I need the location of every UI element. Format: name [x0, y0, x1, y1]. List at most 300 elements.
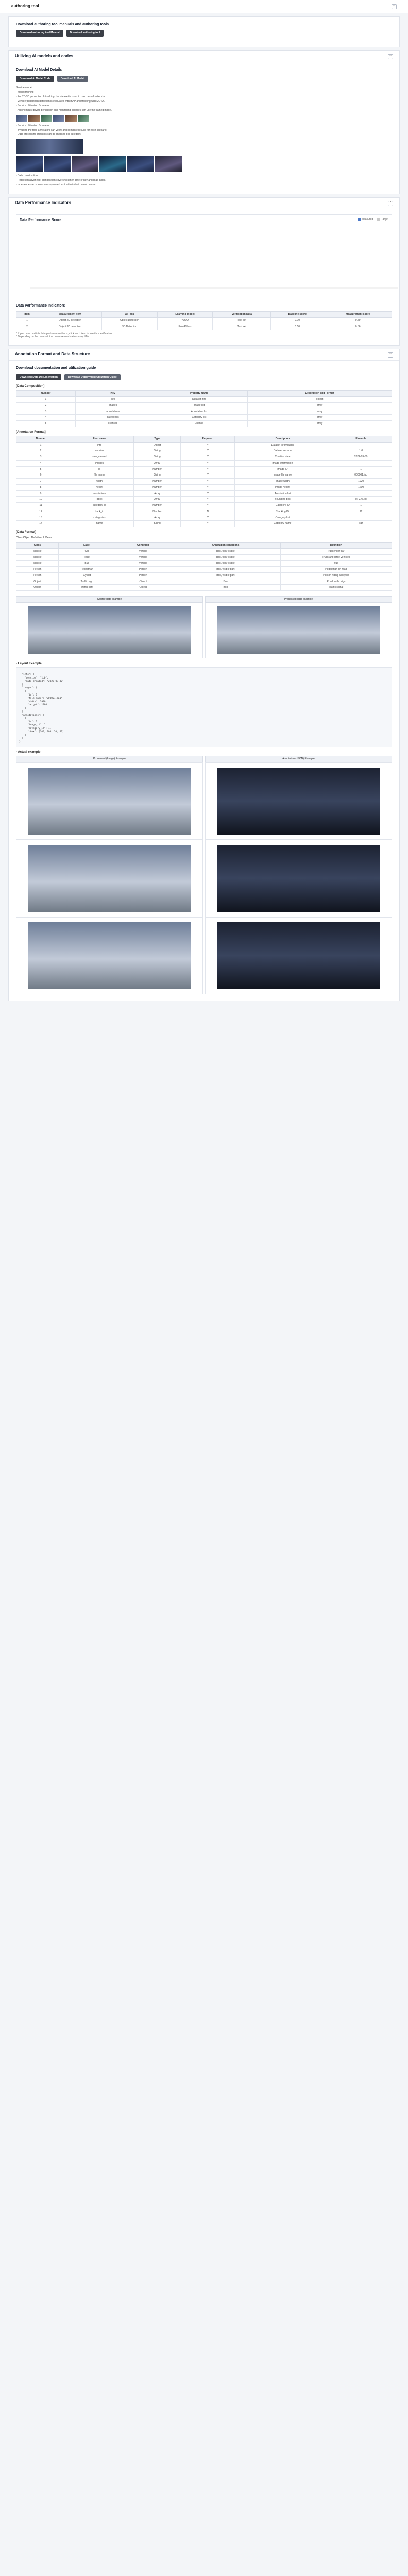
table-cell: licenses: [75, 421, 150, 427]
score-chart: [16, 214, 392, 298]
table-row: [16, 490, 392, 497]
table-cell: Cyclist: [58, 572, 115, 579]
table-cell: 1: [16, 397, 76, 403]
table-row: [16, 397, 392, 403]
table-cell: name: [65, 521, 134, 527]
json-screenshot: [217, 922, 381, 989]
table-cell: Box, visible part: [171, 572, 280, 579]
chart-title: Data Performance Score: [20, 218, 62, 223]
example-image-cell: [205, 603, 392, 658]
table-cell: Image information: [235, 460, 330, 466]
sample-tile: [155, 156, 182, 172]
table-cell: categories: [75, 415, 150, 421]
table-cell: Y: [181, 472, 235, 479]
table-cell: Box, fully visible: [171, 561, 280, 567]
table-cell: PointPillars: [157, 324, 213, 330]
table-cell: 3: [16, 409, 76, 415]
table-cell: String: [134, 472, 181, 479]
table-cell: annotations: [65, 490, 134, 497]
example-image-cell: [16, 603, 203, 658]
table-cell: Vehicle: [16, 561, 59, 567]
model-thumbnails: [16, 115, 392, 122]
image-caption: Source data example: [16, 596, 203, 603]
column-header: Annotation conditions: [171, 543, 280, 549]
legend-label: Target: [381, 218, 388, 222]
table-cell: Array: [134, 490, 181, 497]
table-row: [16, 402, 392, 409]
column-header: Baseline score: [271, 312, 324, 318]
table-cell: Number: [134, 503, 181, 509]
table-cell: [330, 442, 392, 448]
sample-tile: [44, 156, 71, 172]
table-cell: array: [248, 402, 392, 409]
models-subtitle: Download AI Model Details: [16, 68, 62, 72]
indicator-table: [16, 311, 392, 330]
kv-label: [Data Composition]: [16, 385, 45, 388]
table-cell: 1: [16, 442, 65, 448]
table-cell: 0.79: [324, 318, 392, 324]
table-cell: Y: [181, 521, 235, 527]
table-cell: width: [65, 479, 134, 485]
table-cell: Traffic sign: [58, 579, 115, 585]
table-cell: 7: [16, 479, 65, 485]
table-cell: Person: [115, 567, 171, 573]
thumbnail-image: [28, 115, 40, 122]
table-cell: Category list: [150, 415, 248, 421]
table-cell: Array: [134, 515, 181, 521]
column-header: Type: [134, 436, 181, 442]
desc-line: - Autonomous-driving perception and monitoring services can use the trained model.: [16, 109, 112, 112]
table-cell: categories: [65, 515, 134, 521]
actual-label: - Actual example: [16, 751, 41, 754]
table-cell: Traffic light: [58, 585, 115, 591]
table-cell: category_id: [65, 503, 134, 509]
image-caption: Annotation (JSON) Example: [205, 756, 392, 762]
collapse-icon[interactable]: ⌃: [388, 201, 393, 206]
table-cell: N: [181, 509, 235, 515]
download-guide-button[interactable]: Download Deployment Utilization Guide: [64, 374, 121, 381]
image-caption: Processed data example: [205, 596, 392, 603]
table-cell: 2: [16, 402, 76, 409]
column-header: Learning model: [157, 312, 213, 318]
table-cell: 3D Detection: [102, 324, 157, 330]
table-cell: Vehicle: [115, 548, 171, 554]
layout-label: - Layout Example: [16, 662, 42, 665]
format-table: [16, 436, 392, 527]
desc-line: Service model: [16, 86, 32, 90]
collapse-icon[interactable]: ⌃: [392, 4, 397, 9]
table-cell: Category list: [235, 515, 330, 521]
table-cell: Vehicle: [115, 561, 171, 567]
page: [0, 0, 408, 1011]
table-row: [16, 466, 392, 472]
table-cell: Dataset version: [235, 448, 330, 454]
table-cell: Person: [16, 572, 59, 579]
table-cell: 0.70: [271, 318, 324, 324]
layout-code: { "info": { "version": "1.0", "date_created": "2022-09-30" }, "images": [ { "id": 1, "file_name": "000001.jpg", "width": 1920, "height": 1200 } ], "annotations": [ { "id": 1, "image_id": 1, "category_id": 1, "bbox": [100, 200, 50, 40] } ] }: [16, 667, 392, 747]
actual-image-cell: [16, 840, 203, 917]
table-cell: Truck and large vehicles: [280, 554, 392, 561]
models-title: Utilizing AI models and codes: [15, 54, 74, 59]
table-row: [16, 442, 392, 448]
table-cell: Y: [181, 454, 235, 461]
table-cell: Person: [115, 572, 171, 579]
column-header: Example: [330, 436, 392, 442]
table-cell: array: [248, 415, 392, 421]
actual-image: [28, 922, 192, 989]
table-row: [16, 479, 392, 485]
column-header: Measurement score: [324, 312, 392, 318]
thumbnail-image: [53, 115, 64, 122]
table-cell: Box: [171, 579, 280, 585]
actual-image: [28, 845, 192, 912]
table-cell: Object Detection: [102, 318, 157, 324]
table-cell: Vehicle: [16, 548, 59, 554]
table-cell: 2022-09-30: [330, 454, 392, 461]
thumbnail-image: [16, 115, 27, 122]
table-cell: Road traffic sign: [280, 579, 392, 585]
table-cell: 14: [16, 521, 65, 527]
table-cell: Image list: [150, 402, 248, 409]
table-cell: images: [65, 460, 134, 466]
table-row: [16, 324, 392, 330]
table-cell: Object: [16, 585, 59, 591]
thumbnail-image: [41, 115, 52, 122]
table-cell: Image file name: [235, 472, 330, 479]
table-cell: Traffic signal: [280, 585, 392, 591]
table-row: [16, 579, 392, 585]
download-doc-button[interactable]: Download Data Documentation: [16, 374, 61, 381]
table-cell: Number: [134, 484, 181, 490]
table-cell: 11: [16, 503, 65, 509]
table-cell: Box, visible part: [171, 567, 280, 573]
class-table: [16, 542, 392, 591]
table-cell: Person: [16, 567, 59, 573]
example-images: [16, 596, 392, 658]
column-header: Class: [16, 543, 59, 549]
table-cell: Object: [16, 579, 59, 585]
legend-label: Measured: [361, 218, 373, 222]
column-header: Condition: [115, 543, 171, 549]
table-cell: Category ID: [235, 503, 330, 509]
table-row: [16, 503, 392, 509]
table-cell: 4: [16, 460, 65, 466]
table-cell: bbox: [65, 497, 134, 503]
table-cell: Y: [181, 466, 235, 472]
table-cell: Object: [115, 585, 171, 591]
column-header: Number: [16, 391, 76, 397]
table-cell: 6: [16, 472, 65, 479]
table-cell: Object 2D detection: [38, 318, 102, 324]
table-cell: Test set: [213, 318, 271, 324]
table-cell: YOLO: [157, 318, 213, 324]
column-header: Number: [16, 436, 65, 442]
table-cell: Box: [171, 585, 280, 591]
table-cell: Object 3D detection: [38, 324, 102, 330]
legend-item: [358, 218, 373, 226]
download-manual-button[interactable]: Download authoring tool Manual: [16, 30, 63, 37]
column-header: Label: [58, 543, 115, 549]
table-cell: Bus: [280, 561, 392, 567]
table-cell: version: [65, 448, 134, 454]
sample-mosaic: [16, 156, 392, 172]
table-cell: Image width: [235, 479, 330, 485]
table-row: [16, 454, 392, 461]
table-row: [16, 572, 392, 579]
table-row: [16, 515, 392, 521]
table-cell: object: [248, 397, 392, 403]
json-screenshot: [217, 845, 381, 912]
column-header: Item name: [65, 436, 134, 442]
column-header: Property Name: [150, 391, 248, 397]
actual-image-cell: [16, 762, 203, 840]
table-cell: 12: [16, 509, 65, 515]
table-row: [16, 561, 392, 567]
table-cell: String: [134, 448, 181, 454]
sample-tile: [72, 156, 98, 172]
column-header: Key: [75, 391, 150, 397]
table-row: [16, 548, 392, 554]
table-cell: Y: [181, 442, 235, 448]
table-cell: annotations: [75, 409, 150, 415]
table-cell: Vehicle: [115, 554, 171, 561]
table-cell: [330, 490, 392, 497]
sample-tile: [16, 156, 43, 172]
table-row: [16, 509, 392, 515]
table-cell: Array: [134, 497, 181, 503]
service-note: [16, 124, 392, 137]
table-cell: Y: [181, 460, 235, 466]
note-line: * Depending on the data set, the measurement values may differ.: [16, 335, 90, 339]
table-row: [16, 472, 392, 479]
model-description: [16, 86, 392, 113]
actual-image-cell: [16, 917, 203, 994]
table-cell: 1: [330, 466, 392, 472]
data-note: [16, 174, 392, 187]
table-cell: 0.50: [271, 324, 324, 330]
collapse-icon[interactable]: ⌃: [388, 352, 393, 358]
table-cell: Number: [134, 479, 181, 485]
table-cell: [x, y, w, h]: [330, 497, 392, 503]
table-cell: Array: [134, 460, 181, 466]
indicator-table-title: Data Performance Indicators: [16, 303, 65, 308]
table-cell: Category name: [235, 521, 330, 527]
table-cell: Dataset information: [235, 442, 330, 448]
table-cell: 5: [16, 466, 65, 472]
table-row: [16, 409, 392, 415]
table-row: [16, 497, 392, 503]
column-header: Description and Format: [248, 391, 392, 397]
column-header: Definition: [280, 543, 392, 549]
format-label: [Annotation Format]: [16, 430, 46, 434]
table-cell: License: [150, 421, 248, 427]
manuals-title: Download authoring tool manuals and authoring tools: [16, 23, 109, 26]
table-cell: Creation date: [235, 454, 330, 461]
image-caption: Processed (Image) Example: [16, 756, 203, 762]
table-cell: Image height: [235, 484, 330, 490]
collapse-icon[interactable]: ⌃: [388, 54, 393, 59]
table-cell: Person riding a bicycle: [280, 572, 392, 579]
table-cell: car: [330, 521, 392, 527]
column-header: Description: [235, 436, 330, 442]
note-line: - By using the tool, annotators can verify and compare results for each scenario.: [16, 128, 108, 132]
table-cell: info: [65, 442, 134, 448]
table-row: [16, 521, 392, 527]
table-cell: height: [65, 484, 134, 490]
desc-line: - For 2D/3D perception & tracking, the dataset is used to train neural networks.: [16, 95, 106, 98]
desc-line: - Model training: [16, 91, 34, 94]
table-cell: Annotation list: [150, 409, 248, 415]
note-line: - Service Utilization Scenario: [16, 124, 49, 127]
table-row: [16, 460, 392, 466]
table-cell: array: [248, 409, 392, 415]
table-cell: Y: [181, 503, 235, 509]
table-cell: 1: [16, 318, 38, 324]
json-screenshot: [217, 768, 381, 835]
table-cell: Annotation list: [235, 490, 330, 497]
sample-tile: [127, 156, 154, 172]
indicators-section: [8, 197, 400, 346]
indicator-notes: [16, 332, 392, 340]
table-cell: Y: [181, 484, 235, 490]
table-cell: Number: [134, 466, 181, 472]
annotation-title: Annotation Format and Data Structure: [15, 352, 90, 357]
table-cell: 2: [16, 448, 65, 454]
page-title: authoring tool: [11, 4, 39, 9]
note-line: * If you have multiple data performance items, click each item to see its specification.: [16, 332, 113, 335]
column-header: AI Task: [102, 312, 157, 318]
chart-legend: [358, 218, 388, 226]
table-cell: 1.0: [330, 448, 392, 454]
table-cell: images: [75, 402, 150, 409]
quality-label: [Data Format]: [16, 531, 37, 534]
actual-image: [28, 768, 192, 835]
table-row: [16, 415, 392, 421]
column-header: Verification Data: [213, 312, 271, 318]
download-model-code-button[interactable]: Download AI Model Code: [16, 76, 54, 82]
table-cell: Y: [181, 448, 235, 454]
download-tool-button[interactable]: Download authoring tool: [66, 30, 104, 37]
table-cell: Test set: [213, 324, 271, 330]
table-cell: 4: [16, 415, 76, 421]
table-cell: Box, fully visible: [171, 554, 280, 561]
actual-json-cell: [205, 917, 392, 994]
table-row: [16, 318, 392, 324]
table-cell: Passenger car: [280, 548, 392, 554]
table-cell: String: [134, 521, 181, 527]
table-row: [16, 554, 392, 561]
table-cell: info: [75, 397, 150, 403]
table-cell: 1: [330, 503, 392, 509]
example-image: [28, 606, 192, 654]
table-cell: Bounding box: [235, 497, 330, 503]
table-cell: 12: [330, 509, 392, 515]
legend-item: [377, 218, 388, 226]
annotation-subtitle: Download documentation and utilization guide: [16, 366, 96, 370]
class-label: Class Object Definition & Views: [16, 536, 52, 540]
table-cell: 9: [16, 490, 65, 497]
table-row: [16, 484, 392, 490]
download-model-button[interactable]: Download AI Model: [57, 76, 88, 82]
table-cell: Number: [134, 509, 181, 515]
table-cell: Pedestrian on road: [280, 567, 392, 573]
actual-json-cell: [205, 762, 392, 840]
example-image: [217, 606, 381, 654]
note-line: - Data construction: [16, 174, 38, 178]
table-cell: Box, fully visible: [171, 548, 280, 554]
indicators-title: Data Performance Indicators: [15, 200, 71, 206]
table-cell: file_name: [65, 472, 134, 479]
models-section: [8, 50, 400, 194]
column-header: Item: [16, 312, 38, 318]
table-cell: 1200: [330, 484, 392, 490]
manuals-section: [8, 16, 400, 47]
table-cell: array: [248, 421, 392, 427]
thumbnail-image: [65, 115, 77, 122]
table-cell: Dataset info: [150, 397, 248, 403]
table-row: [16, 448, 392, 454]
table-cell: Vehicle: [16, 554, 59, 561]
table-cell: 2: [16, 324, 38, 330]
table-cell: 000001.jpg: [330, 472, 392, 479]
table-cell: Y: [181, 497, 235, 503]
desc-line: - Vehicle/pedestrian detection is evaluated with mAP and tracking with MOTA.: [16, 99, 105, 103]
table-cell: Y: [181, 479, 235, 485]
table-cell: [330, 515, 392, 521]
table-cell: 8: [16, 484, 65, 490]
thumbnail-image: [78, 115, 89, 122]
table-cell: Pedestrian: [58, 567, 115, 573]
table-cell: 1920: [330, 479, 392, 485]
table-cell: Car: [58, 548, 115, 554]
actual-json-cell: [205, 840, 392, 917]
table-row: [16, 421, 392, 427]
table-cell: String: [134, 454, 181, 461]
table-cell: Object: [134, 442, 181, 448]
table-row: [16, 585, 392, 591]
table-cell: date_created: [65, 454, 134, 461]
table-cell: Image ID: [235, 466, 330, 472]
top-bar: [0, 0, 408, 13]
table-cell: 3: [16, 454, 65, 461]
table-row: [16, 567, 392, 573]
table-cell: track_id: [65, 509, 134, 515]
table-cell: 0.56: [324, 324, 392, 330]
table-cell: 13: [16, 515, 65, 521]
table-cell: 10: [16, 497, 65, 503]
table-cell: id: [65, 466, 134, 472]
service-image: [16, 139, 83, 154]
actual-examples: [16, 756, 392, 994]
table-cell: Y: [181, 490, 235, 497]
column-header: Required: [181, 436, 235, 442]
table-cell: [330, 460, 392, 466]
desc-line: - Service Utilization Scenario: [16, 104, 49, 108]
table-cell: 5: [16, 421, 76, 427]
annotation-section: [8, 349, 400, 1001]
table-cell: Truck: [58, 554, 115, 561]
note-line: - Data processing statistics can be checked per category.: [16, 133, 81, 137]
table-cell: Object: [115, 579, 171, 585]
composition-table: [16, 390, 392, 427]
table-cell: Bus: [58, 561, 115, 567]
table-cell: Y: [181, 515, 235, 521]
chart-plot-area: [20, 226, 401, 293]
table-cell: Tracking ID: [235, 509, 330, 515]
note-line: - Representativeness: composition covers weather, time of day and road types.: [16, 178, 106, 182]
note-line: - Independence: scenes are separated so that train/test do not overlap.: [16, 183, 97, 187]
sample-tile: [99, 156, 126, 172]
